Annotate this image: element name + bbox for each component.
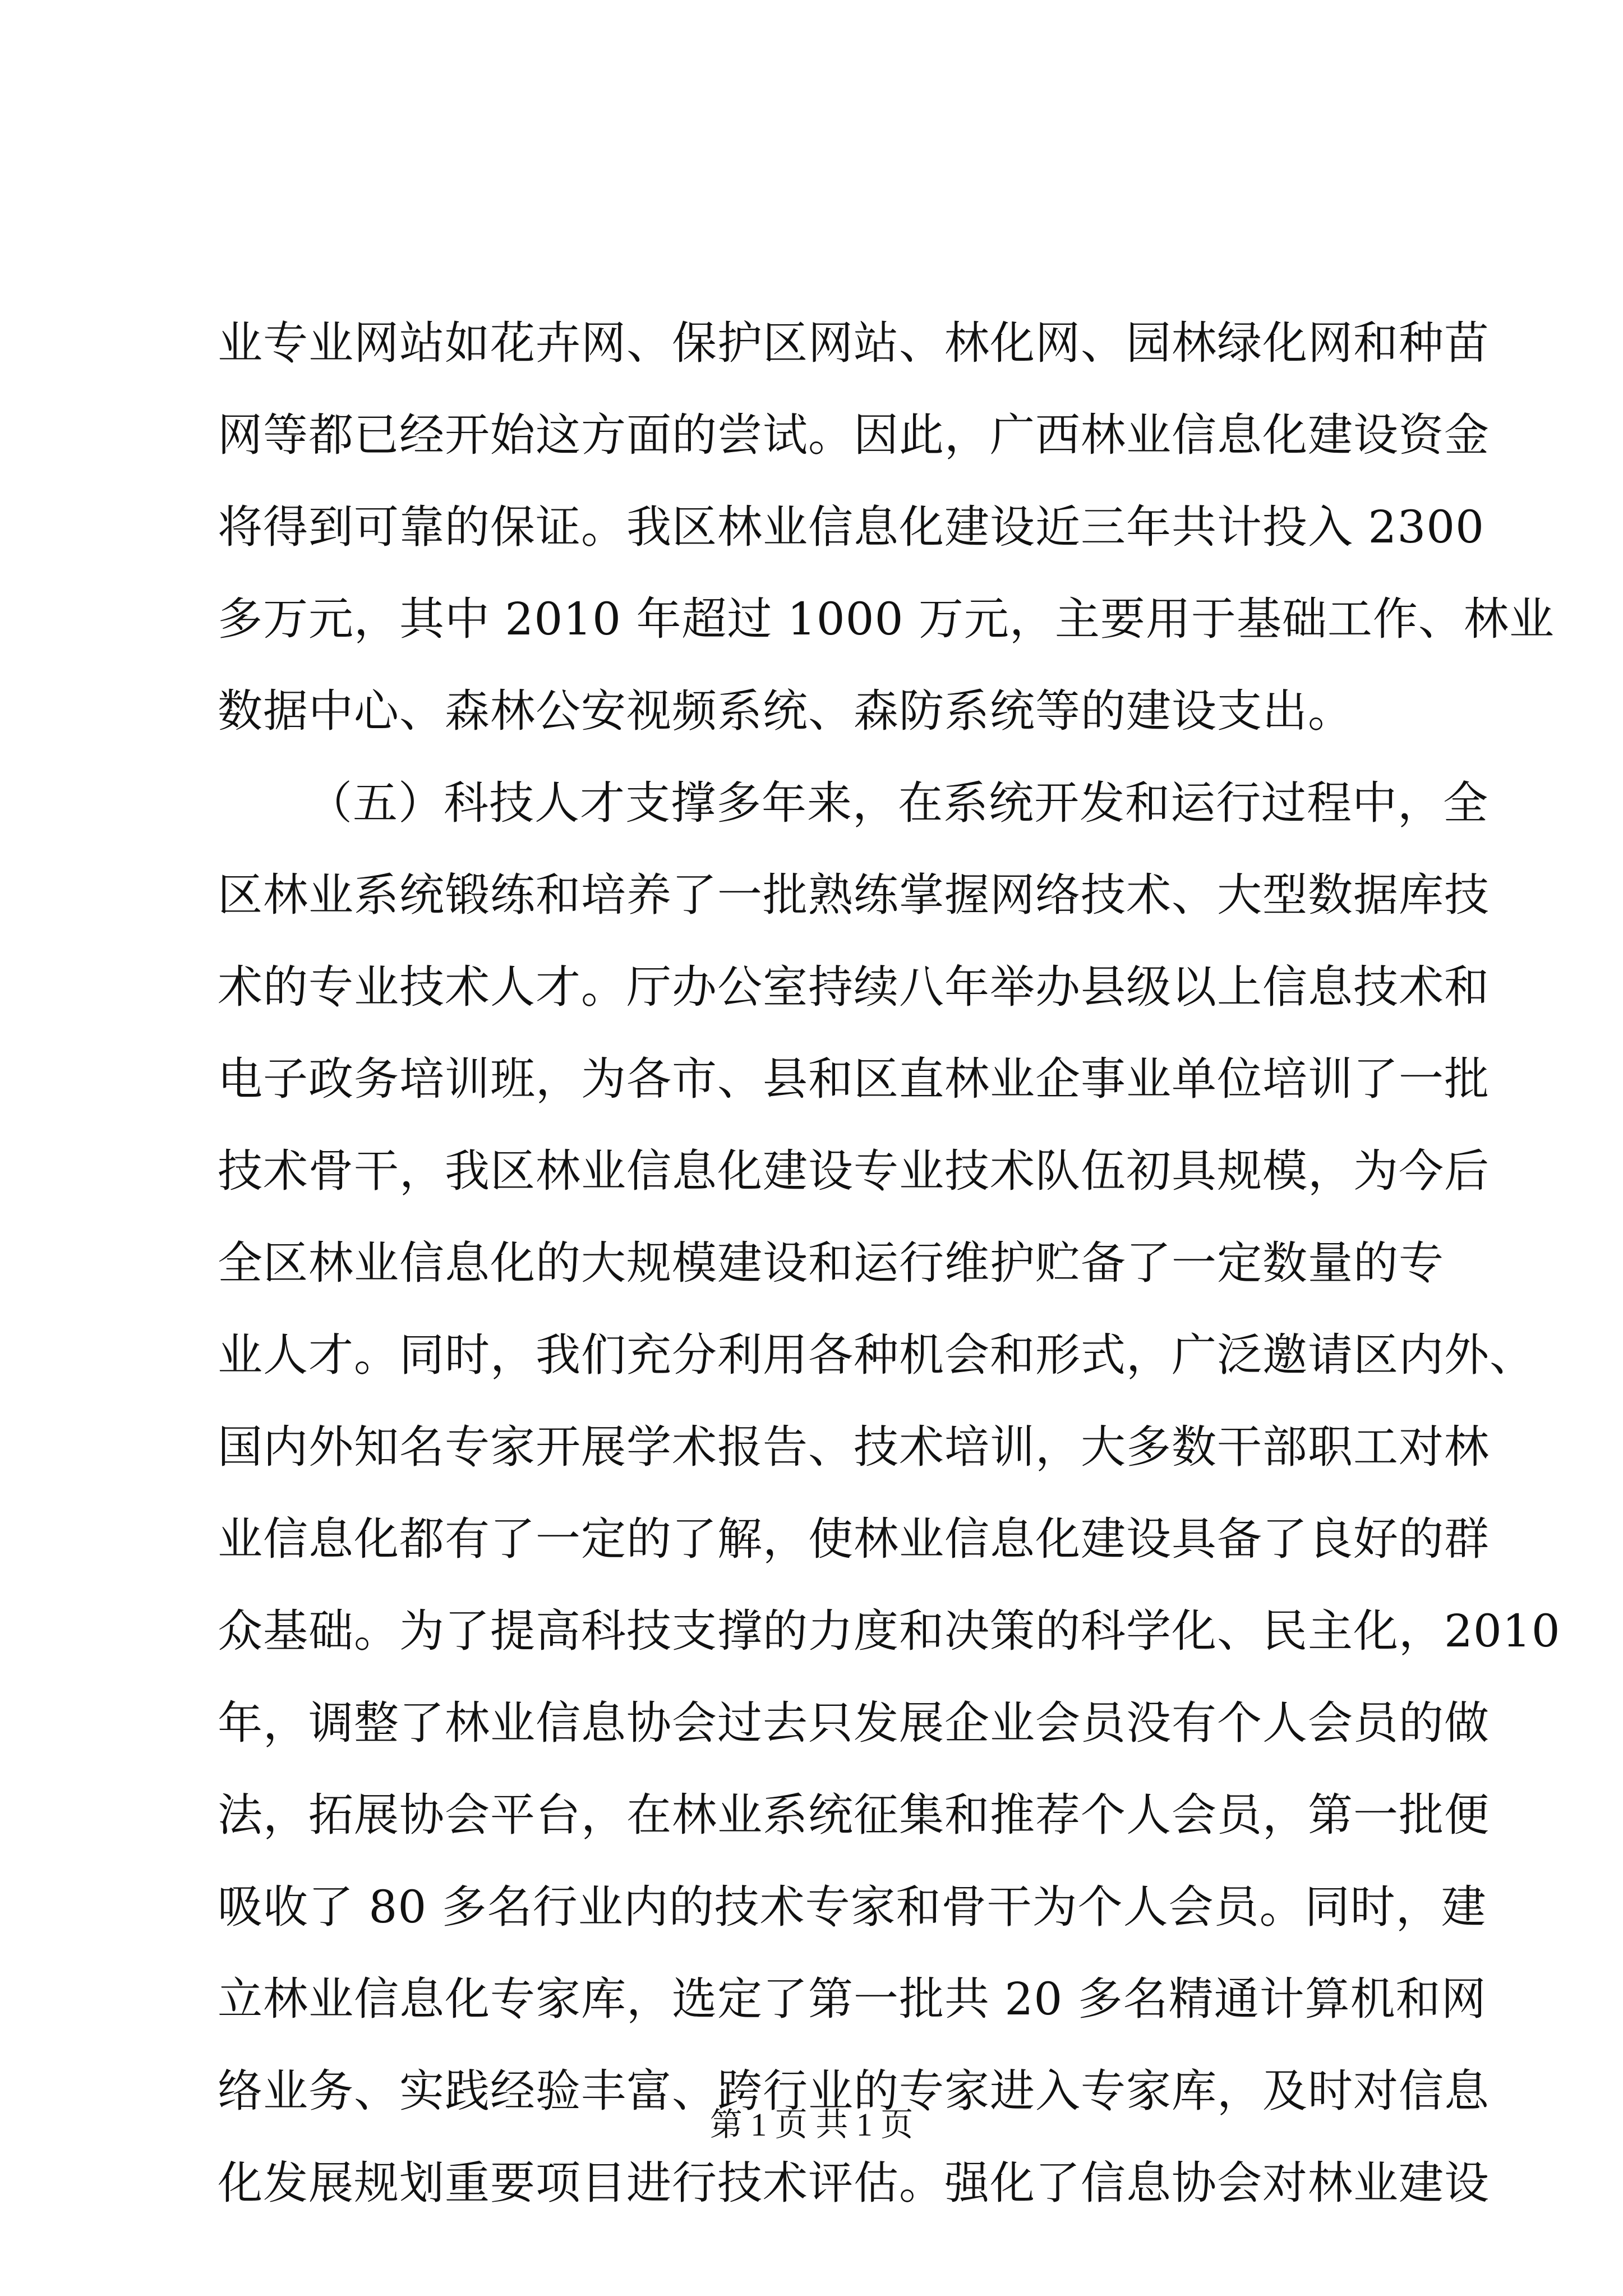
paragraph-1-line-5: 数据中心、森林公安视频系统、森防系统等的建设支出。 [218, 685, 1353, 737]
paragraph-2-line-14: 立林业信息化专家库，选定了第一批共 20 多名精通计算机和网 [218, 1973, 1487, 2025]
paragraph-2-line-6: 全区林业信息化的大规模建设和运行维护贮备了一定数量的专 [218, 1237, 1444, 1289]
paragraph-2-line-9: 业信息化都有了一定的了解，使林业信息化建设具备了良好的群 [218, 1513, 1490, 1565]
paragraph-2-line-3: 术的专业技术人才。厅办公室持续八年举办县级以上信息技术和 [218, 961, 1490, 1013]
paragraph-2-line-16: 化发展规划重要项目进行技术评估。强化了信息协会对林业建设 [218, 2157, 1490, 2209]
paragraph-2-line-15: 络业务、实践经验丰富、跨行业的专家进入专家库，及时对信息 [218, 2065, 1490, 2117]
paragraph-1-line-1: 业专业网站如花卉网、保护区网站、林化网、园林绿化网和种苗 [218, 317, 1490, 369]
page-footer [0, 2102, 1623, 2147]
paragraph-2-line-2: 区林业系统锻练和培养了一批熟练掌握网络技术、大型数据库技 [218, 869, 1490, 921]
paragraph-1-line-2: 网等都已经开始这方面的尝试。因此，广西林业信息化建设资金 [218, 409, 1490, 461]
paragraph-2-line-7: 业人才。同时，我们充分利用各种机会和形式，广泛邀请区内外、 [218, 1329, 1535, 1381]
paragraph-2-line-8: 国内外知名专家开展学术报告、技术培训，大多数干部职工对林 [218, 1421, 1490, 1473]
paragraph-2-line-10: 众基础。为了提高科技支撑的力度和决策的科学化、民主化，2010 [218, 1605, 1561, 1657]
paragraph-2-line-12: 法，拓展协会平台，在林业系统征集和推荐个人会员，第一批便 [218, 1789, 1490, 1841]
paragraph-2-line-13: 吸收了 80 多名行业内的技术专家和骨干为个人会员。同时，建 [218, 1881, 1487, 1933]
paragraph-2-line-4: 电子政务培训班，为各市、县和区直林业企事业单位培训了一批 [218, 1053, 1490, 1105]
paragraph-2-line-5: 技术骨干，我区林业信息化建设专业技术队伍初具规模，为今后 [218, 1145, 1490, 1197]
body-text [218, 297, 1561, 2229]
page-number-label: 第 1 页 共 1 页 [709, 2106, 914, 2143]
paragraph-2-line-1: （五）科技人才支撑多年来，在系统开发和运行过程中，全 [307, 777, 1488, 829]
paragraph-2-line-11: 年，调整了林业信息协会过去只发展企业会员没有个人会员的做 [218, 1697, 1490, 1749]
paragraph-1-line-4: 多万元，其中 2010 年超过 1000 万元，主要用于基础工作、林业 [218, 593, 1555, 645]
paragraph-1-line-3: 将得到可靠的保证。我区林业信息化建设近三年共计投入 2300 [218, 501, 1485, 553]
